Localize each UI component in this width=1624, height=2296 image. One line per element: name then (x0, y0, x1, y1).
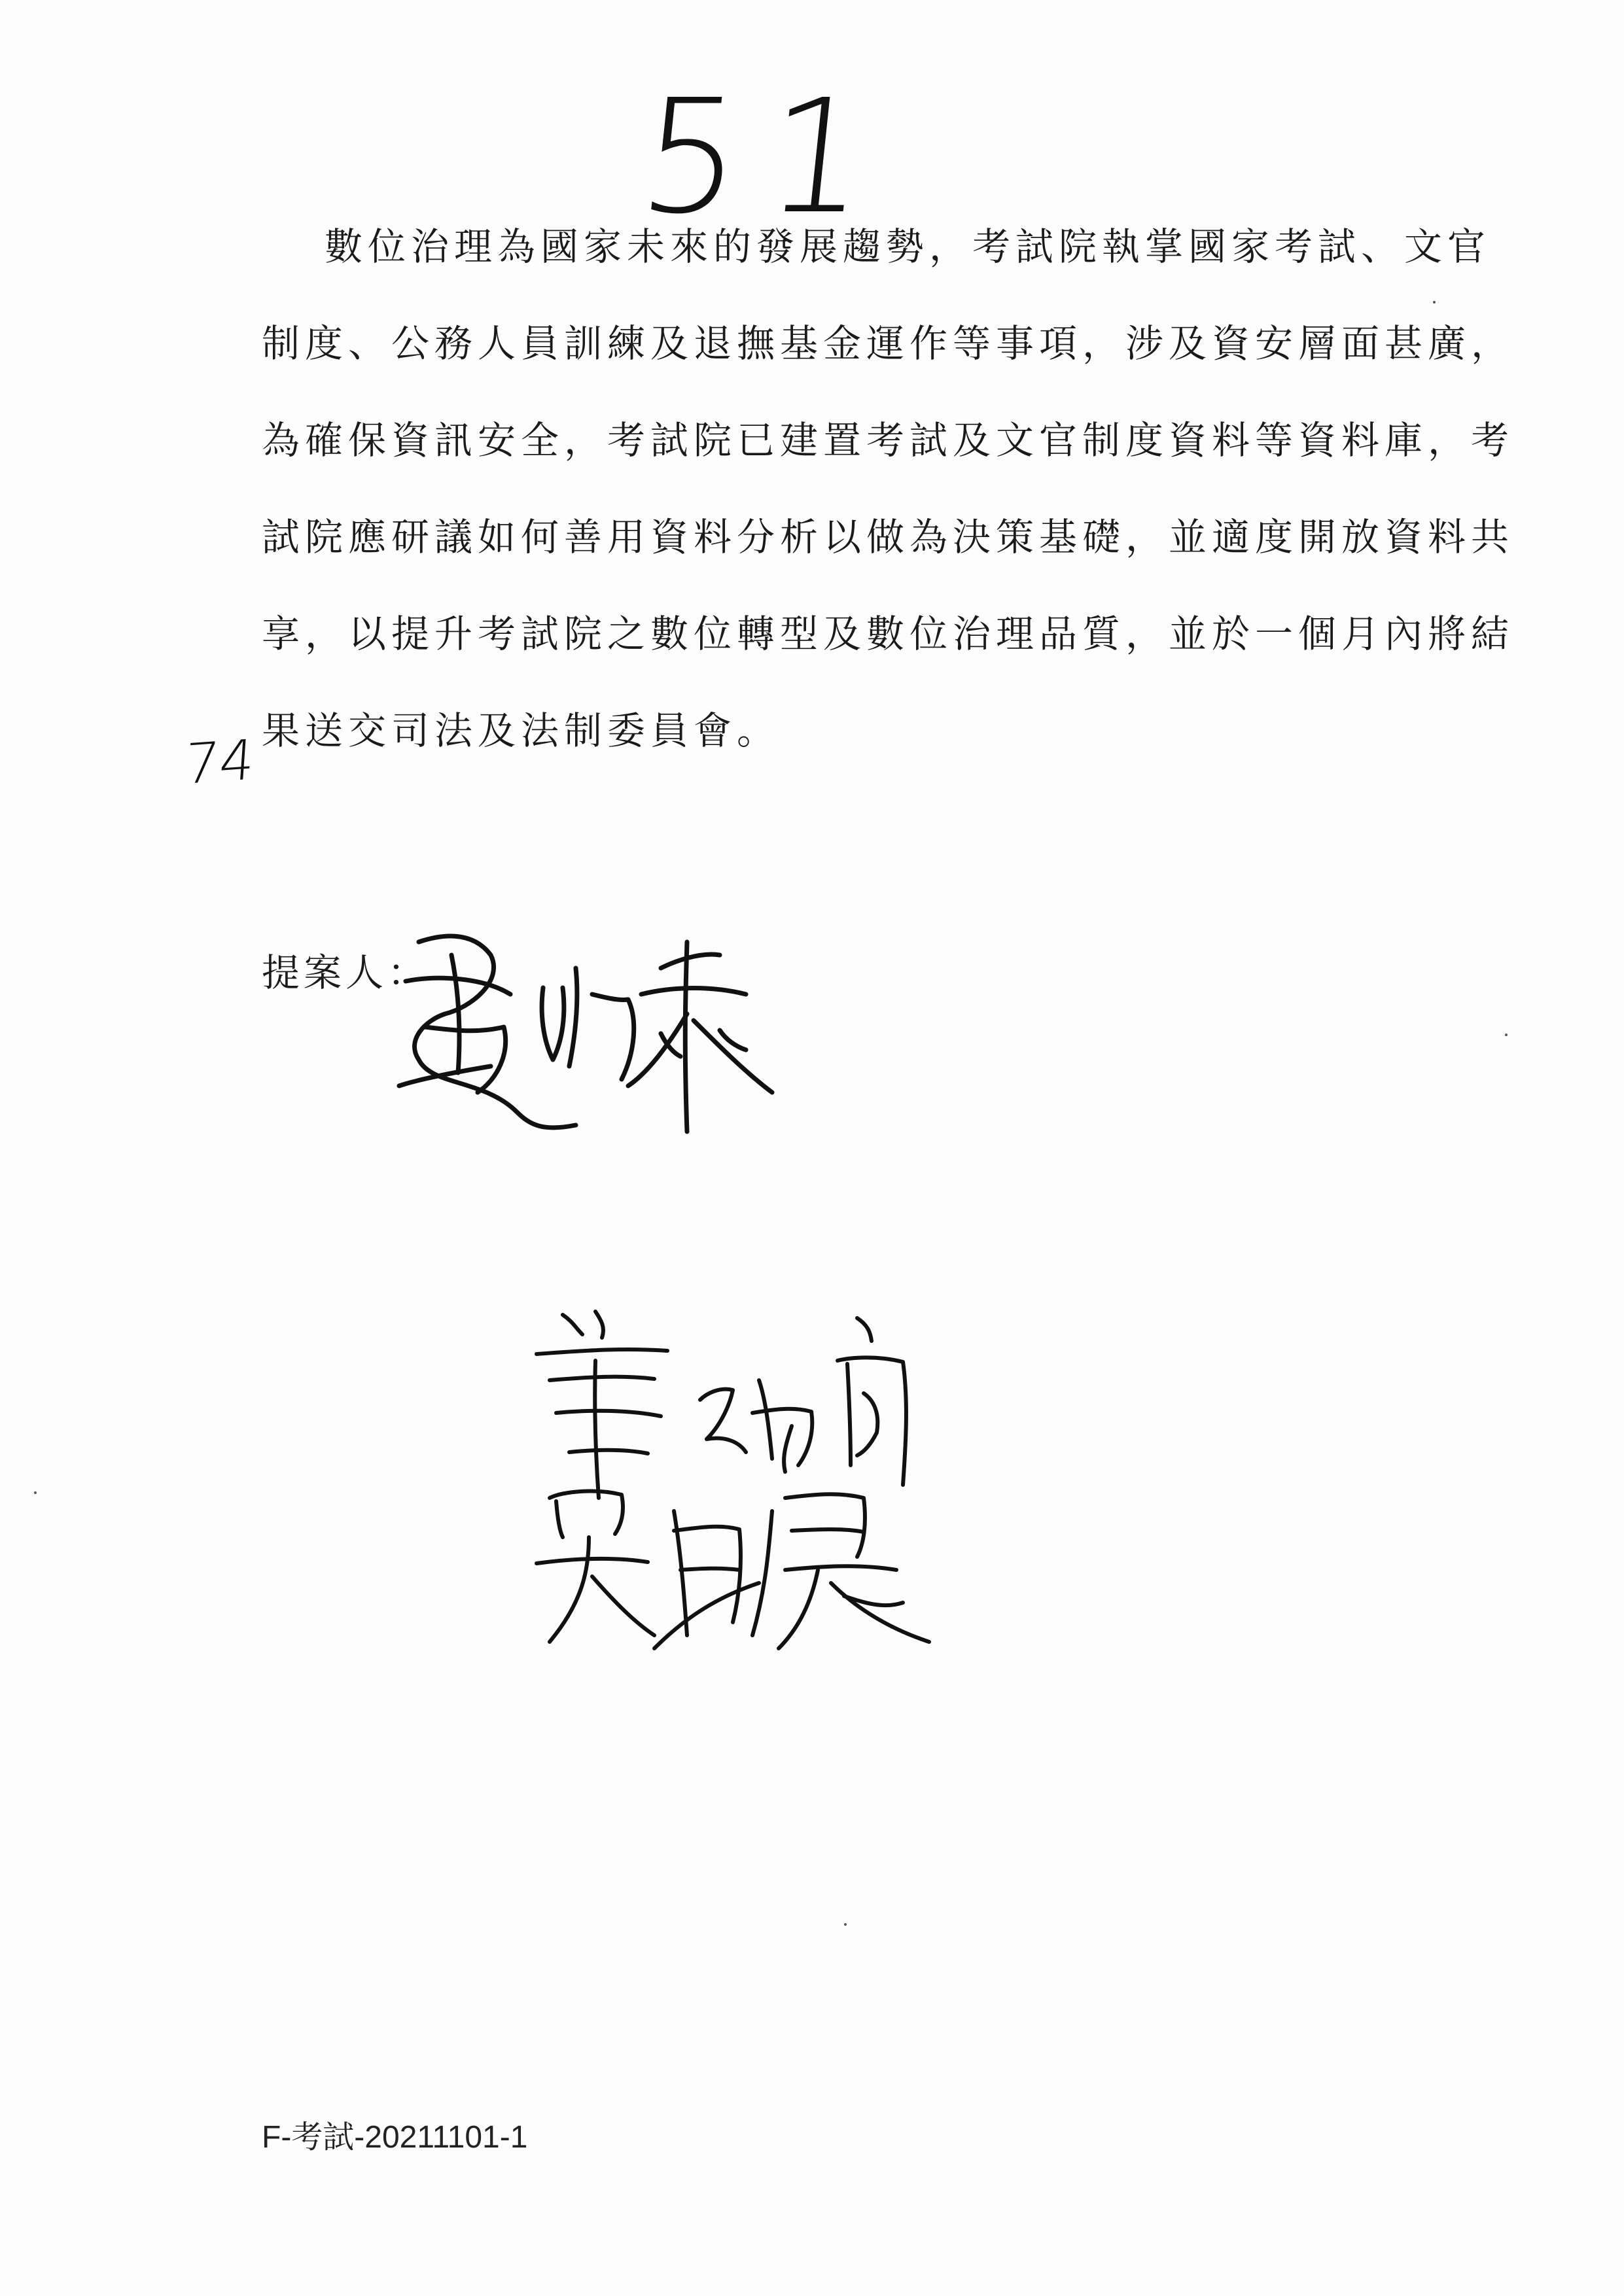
body-line-3: 為確保資訊安全，考試院已建置考試及文官制度資料等資料庫，考 (262, 418, 1515, 462)
page-number: 51 (631, 65, 904, 249)
margin-number: 74 (182, 727, 257, 797)
body-line-1: 數位治理為國家未來的發展趨勢，考試院執掌國家考試、文官 (325, 224, 1491, 269)
body-line-2: 制度、公務人員訓練及退撫基金運作等事項，涉及資安層面甚廣， (262, 321, 1515, 366)
body-line-6: 果送交司法及法制委員會。 (262, 708, 781, 753)
signature-1 (380, 916, 798, 1151)
scan-speck (1433, 301, 1436, 304)
scan-speck (1505, 1034, 1508, 1036)
body-line-4: 試院應研議如何善用資料分析以做為決策基礎，並適度開放資料共 (262, 515, 1515, 559)
scan-speck (34, 1491, 37, 1494)
proposer-label: 提案人： (262, 950, 430, 995)
scan-speck (844, 1923, 847, 1926)
body-line-5: 享，以提升考試院之數位轉型及數位治理品質，並於一個月內將結 (262, 612, 1515, 656)
signature-3 (523, 1472, 942, 1661)
form-code: F-考試-20211101-1 (262, 2120, 528, 2155)
